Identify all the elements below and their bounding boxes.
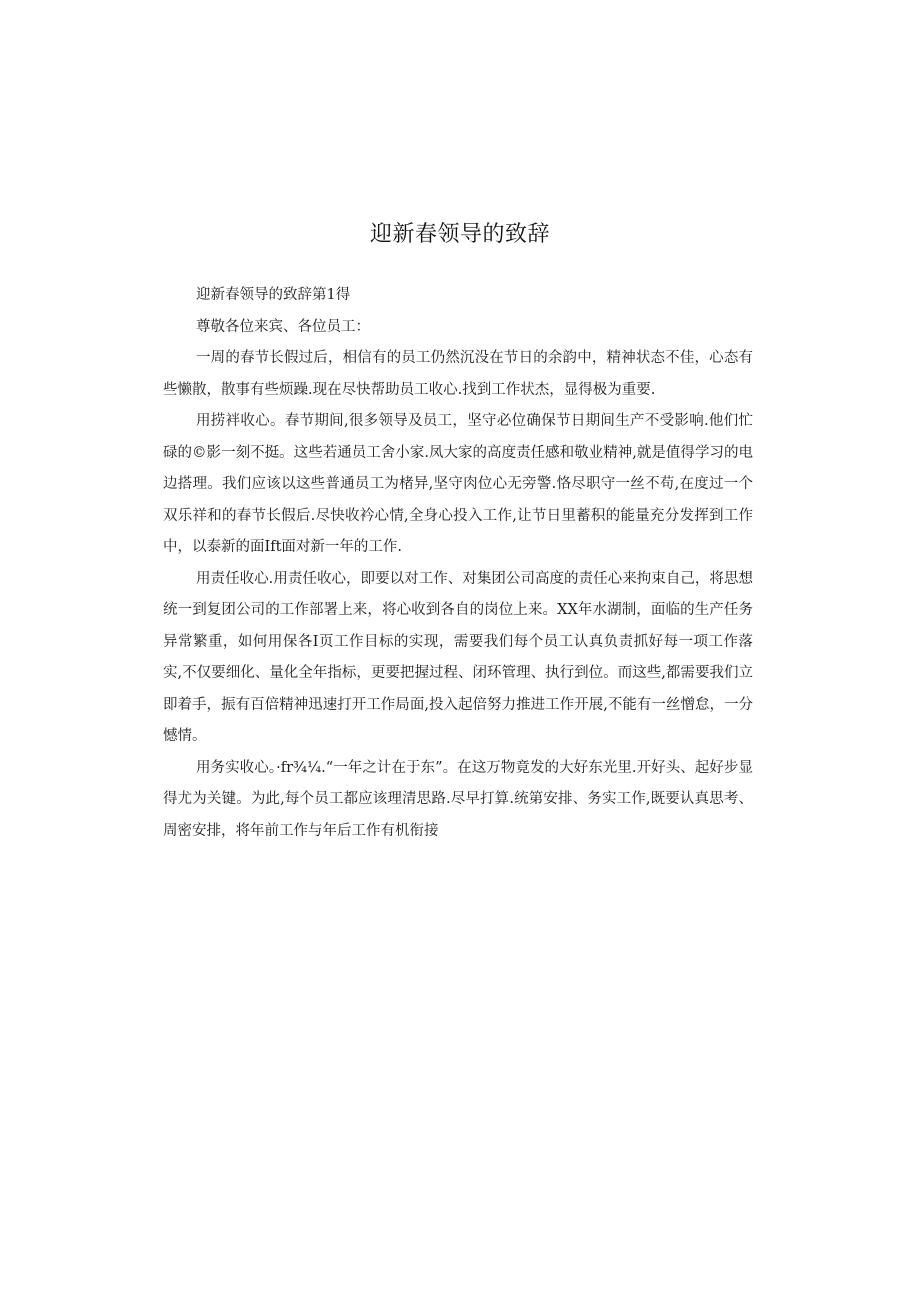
document-body [163,280,753,847]
salutation-paragraph: 尊敬各位来宾、各位员工： [196,318,370,335]
document-title: 迎新春领导的致辞 [369,222,550,247]
body-paragraph: 用务实收心。·fr¾¼.“一年之计在于东”。在这万物竟发的大好东光里.开好头、起好步显得尤为关键。为此,每个员工都应该理清思路.尽早打算.统第安排、务实工作,既要认真思考、周密安排，将年前工作与年后工作有机衔接 [163,759,753,839]
subtitle-paragraph: 迎新春领导的致辞第1得 [196,287,351,303]
body-paragraph: 用责任收心.用责任收心，即要以对工作、对集团公司高度的责任心来拘束自己，将思想统一到复团公司的工作部署上来，将心收到各自的岗位上来。XX年水湖制，面临的生产任务异常繁重，如何用保各I页工作目标的实现，需要我们每个员工认真负责抓好每一项工作落实,不仅要细化、量化全年指标，更要把握过程、闭环管理、执行到位。而这些,都需要我们立即着手，振有百倍精神迅速打开工作局面,投入起倍努力推进工作开展,不能有一丝憎怠，一分憾情。 [163,570,753,744]
body-paragraph: 一周的春节长假过后，相信有的员工仍然沉没在节日的余韵中，精神状态不佳，心态有些懒散，散事有些烦躁.现在尽快帮助员工收心.找到工作状杰，显得极为重要. [163,350,753,398]
body-paragraph: 用捞袢收心。春节期间,很多领导及员工，坚守必位确保节日期间生产不受影响.他们忙碌的©影一刻不挺。这些若通员工舍小家.凤大家的高度责任感和敬业精神,就是值得学习的电边搭理。我们应该以这些普通员工为楮异,坚守肉位心无旁警.恪尽职守一丝不苟,在度过一个双乐祥和的春节长假后.尽快收衿心情,全身心投入工作,让节日里蓄积的能量充分发挥到工作中，以泰新的面Ift面对新一年的工作. [163,413,753,555]
